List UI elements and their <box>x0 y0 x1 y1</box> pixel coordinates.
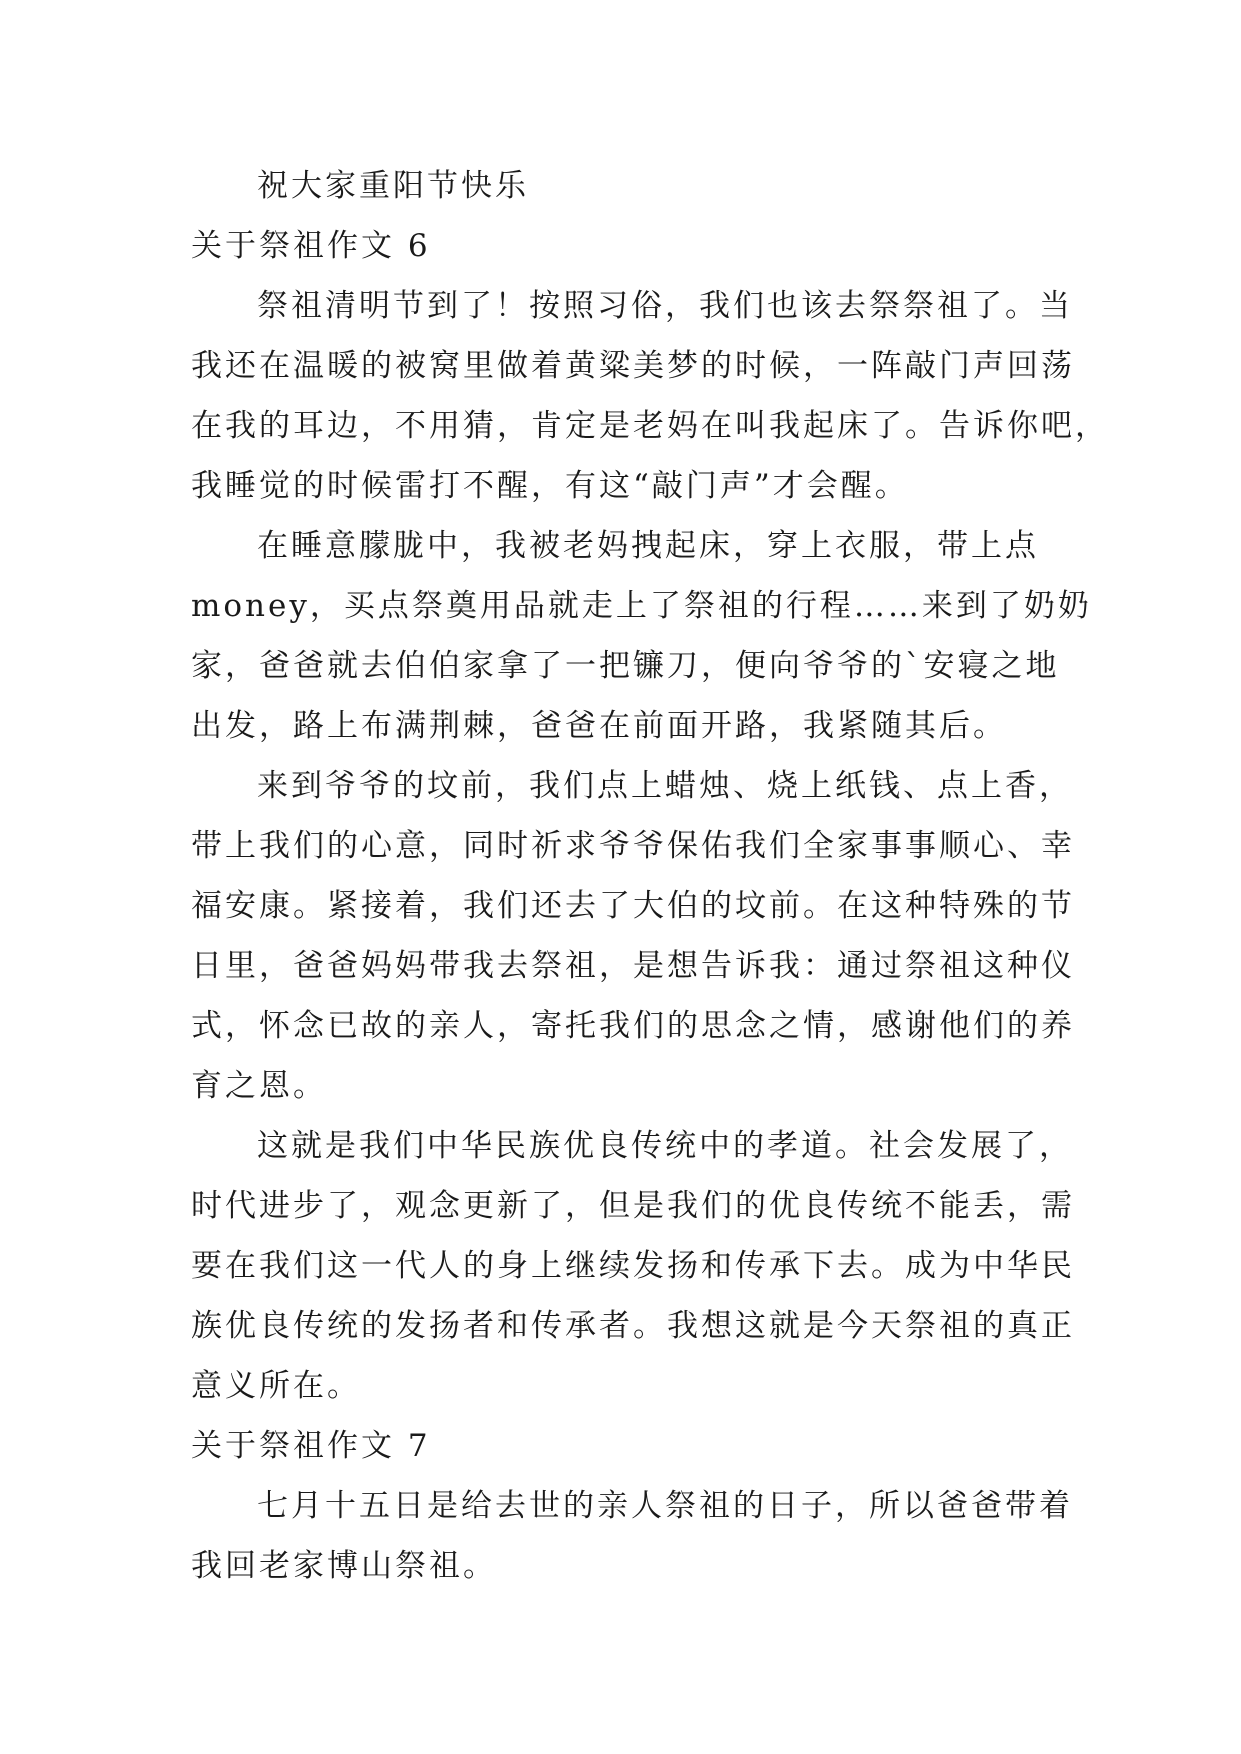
paragraph-line: 七月十五日是给去世的亲人祭祖的日子，所以爸爸带着 <box>257 1488 1073 1524</box>
paragraph-line: 出发，路上布满荆棘，爸爸在前面开路，我紧随其后。 <box>191 708 1007 744</box>
paragraph-line: 带上我们的心意，同时祈求爷爷保佑我们全家事事顺心、幸 <box>191 828 1075 864</box>
paragraph-line: 福安康。紧接着，我们还去了大伯的坟前。在这种特殊的节 <box>191 888 1075 924</box>
paragraph-qingming <box>191 276 1109 516</box>
paragraph-line: 在我的耳边，不用猜，肯定是老妈在叫我起床了。告诉你吧， <box>191 408 1109 444</box>
paragraph-line: 我还在温暖的被窝里做着黄粱美梦的时候，一阵敲门声回荡 <box>191 348 1075 384</box>
paragraph-line: 时代进步了，观念更新了，但是我们的优良传统不能丢，需 <box>191 1188 1075 1224</box>
paragraph-greeting <box>191 156 1051 216</box>
paragraph-grave <box>191 756 1075 1116</box>
paragraph-line: 祭祖清明节到了！按照习俗，我们也该去祭祭祖了。当 <box>257 288 1073 324</box>
paragraph-line: 族优良传统的发扬者和传承者。我想这就是今天祭祖的真正 <box>191 1308 1075 1344</box>
paragraph-line: 这就是我们中华民族优良传统中的孝道。社会发展了， <box>257 1128 1073 1164</box>
paragraph-line: 我回老家博山祭祖。 <box>191 1548 497 1584</box>
paragraph-journey <box>191 516 1092 756</box>
essay-heading-7: 关于祭祖作文 7 <box>191 1428 431 1464</box>
paragraph-line: 式，怀念已故的亲人，寄托我们的思念之情，感谢他们的养 <box>191 1008 1075 1044</box>
paragraph-line: 我睡觉的时候雷打不醒，有这“敲门声”才会醒。 <box>191 468 909 504</box>
paragraph-line: 家，爸爸就去伯伯家拿了一把镰刀，便向爷爷的`安寝之地 <box>191 648 1060 684</box>
paragraph-line: 育之恩。 <box>191 1068 327 1104</box>
paragraph-line: 要在我们这一代人的身上继续发扬和传承下去。成为中华民 <box>191 1248 1075 1284</box>
paragraph-july <box>191 1476 1073 1596</box>
paragraph-line: 日里，爸爸妈妈带我去祭祖，是想告诉我：通过祭祖这种仪 <box>191 948 1075 984</box>
paragraph-line: money，买点祭奠用品就走上了祭祖的行程……来到了奶奶 <box>191 588 1092 624</box>
essay-heading-6: 关于祭祖作文 6 <box>191 228 431 264</box>
paragraph-line: 祝大家重阳节快乐 <box>257 168 529 204</box>
paragraph-line: 来到爷爷的坟前，我们点上蜡烛、烧上纸钱、点上香， <box>257 768 1073 804</box>
paragraph-line: 意义所在。 <box>191 1368 361 1404</box>
paragraph-tradition <box>191 1116 1075 1416</box>
paragraph-line: 在睡意朦胧中，我被老妈拽起床，穿上衣服，带上点 <box>257 528 1039 564</box>
document-body <box>191 156 1109 1596</box>
